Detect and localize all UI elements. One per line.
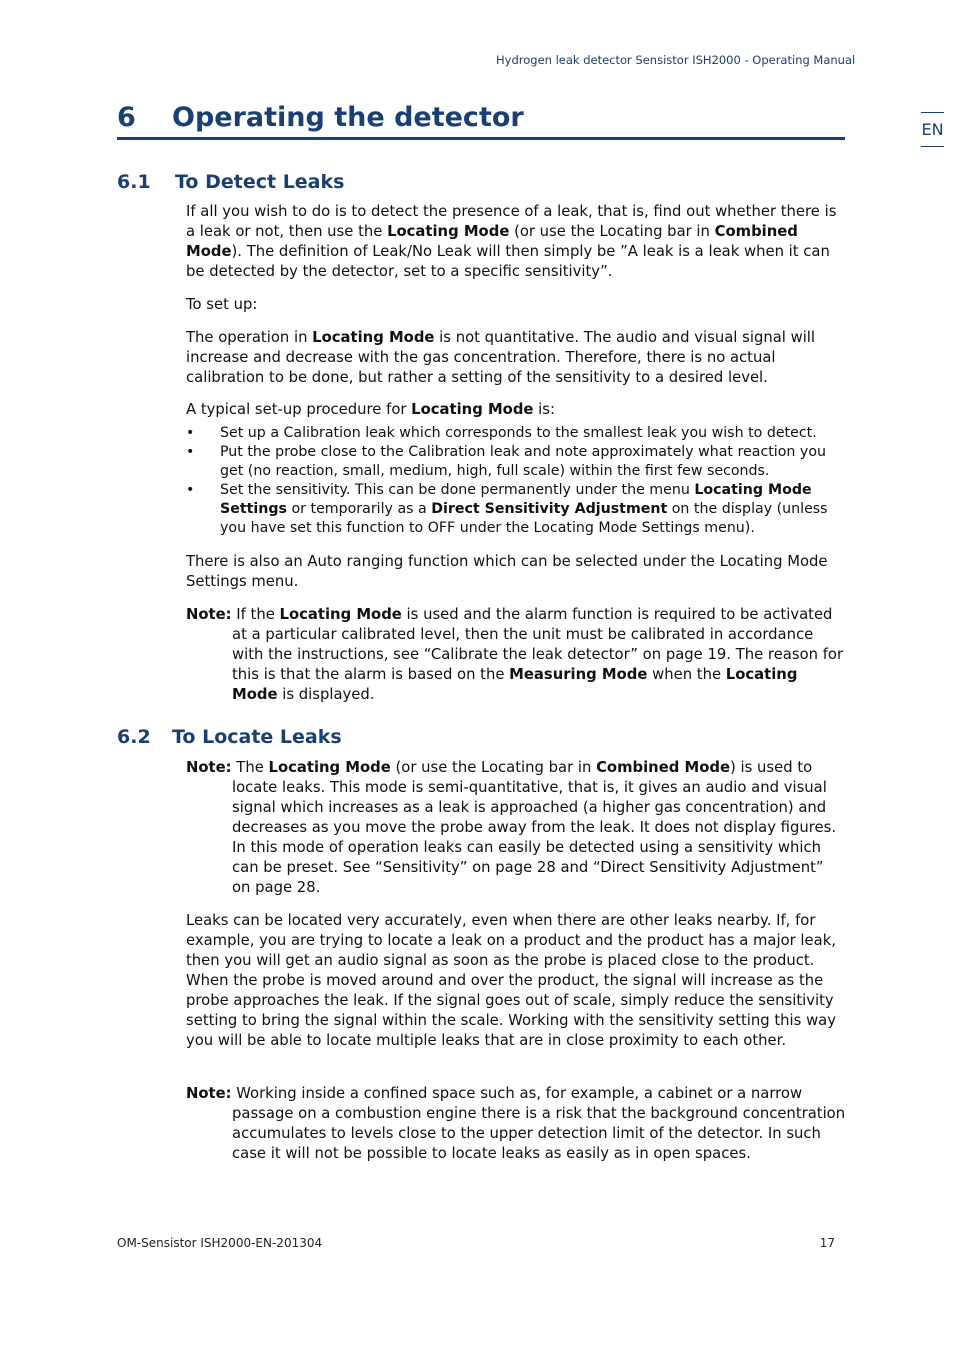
bullet-glyph: •: [186, 482, 195, 498]
list-item-text: Set up a Calibration leak which corresponds to the smallest leak you wish to detect.: [220, 425, 817, 441]
bullet-glyph: •: [186, 444, 195, 460]
paragraph-locate-accurately: Leaks can be located very accurately, even when there are other leaks nearby. If, for example, you are trying to locate a leak on a product and the product has a major leak, then you will get an audio signal as soon as the probe is placed close to the product. When the probe is moved around and over the product, the signal will increase as the probe approaches the leak. If the signal goes out of scale, simply reduce the sensitivity setting to bring the signal within the scale. Working with the sensitivity setting this way you will be able to locate multiple leaks that are in close proximity to each other.: [186, 912, 837, 1049]
section-title: To Detect Leaks: [175, 171, 345, 193]
section-number: 6.1: [117, 171, 151, 193]
chapter-number: 6: [117, 102, 136, 133]
text-run: Working inside a confined space such as, for example, a cabinet or a narrow passage on a combustion engine there is a risk that the background concentration accumulates to levels close to the upper detection limit of the detector. In such case it will not be possible to locate leaks as easily as in open spaces.: [231, 1085, 846, 1162]
text-run: ). The definition of Leak/No Leak will then simply be ”A leak is a leak when it can be detected by the detector, set to a specific sensitivity”.: [186, 243, 830, 280]
section-title: To Locate Leaks: [172, 726, 342, 748]
note-label: Note:: [186, 759, 232, 776]
list-item-text: Put the probe close to the Calibration leak and note approximately what reaction you get (no reaction, small, medium, high, full scale) within the first few seconds.: [220, 444, 827, 479]
list-item: [186, 443, 851, 481]
bold-term: Locating Mode: [387, 223, 510, 240]
text-run: A typical set-up procedure for: [186, 401, 412, 418]
setup-bullet-list: [186, 424, 851, 538]
note-label: Note:: [186, 1085, 232, 1102]
text-run: is:: [533, 401, 555, 418]
list-item: [186, 481, 851, 538]
text-run: If all you wish to do is to detect the presence of a leak, that is, find out whether there is a leak or not, then use the: [186, 203, 837, 240]
text-run: is used and the alarm function is required to be activated at a particular calibrated level, then the unit must be calibrated in accordance with the instructions, see “Calibrate the leak detector” on page 19. The reason for this is that the alarm is based on the: [232, 606, 844, 683]
note-label: Note:: [186, 606, 232, 623]
paragraph-locating-not-quantitative: [186, 328, 846, 388]
bold-term: Combined Mode: [596, 759, 731, 776]
footer-page-number: 17: [819, 1236, 835, 1250]
bold-term: Measuring Mode: [509, 666, 648, 683]
bold-term: Locating Mode: [411, 401, 534, 418]
text-run: The: [231, 759, 269, 776]
footer-document-id: OM-Sensistor ISH2000-EN-201304: [117, 1236, 323, 1250]
chapter-heading: [117, 100, 845, 140]
language-tab: EN: [921, 112, 944, 147]
bold-term: Locating Mode: [268, 759, 391, 776]
section-heading-6-1: [117, 170, 344, 194]
text-run: ) is used to locate leaks. This mode is semi-quantitative, that is, it gives an audio and visual signal which increases as a leak is approached (a higher gas concentration) and decreases as you move the probe away from the leak. It does not display figures. In this mode of operation leaks can easily be detected using a sensitivity which can be preset. See “Sensitivity” on page 28 and “Direct Sensitivity Adjustment” on page 28.: [232, 759, 837, 896]
text-run: or temporarily as a: [286, 501, 432, 517]
paragraph-auto-ranging: There is also an Auto ranging function which can be selected under the Locating Mode Settings menu.: [186, 553, 828, 590]
note-alarm-calibration: [186, 605, 846, 705]
text-run: on the display (unless you have set this function to OFF under the Locating Mode Settings menu).: [220, 501, 828, 536]
text-run: when the: [647, 666, 726, 683]
running-header: Hydrogen leak detector Sensistor ISH2000 - Operating Manual: [496, 53, 856, 67]
text-run: Set the sensitivity. This can be done permanently under the menu: [220, 482, 695, 498]
bullet-glyph: •: [186, 425, 195, 441]
bold-term: Locating Mode: [312, 329, 435, 346]
text-run: is displayed.: [277, 686, 375, 703]
note-confined-space: [186, 1084, 846, 1164]
text-run: If the: [231, 606, 280, 623]
text-run: (or use the Locating bar in: [390, 759, 597, 776]
bold-term: Locating Mode Settings: [220, 482, 812, 517]
paragraph-detect-intro: [186, 202, 846, 282]
bold-term: Combined Mode: [186, 223, 798, 260]
bold-term: Direct Sensitivity Adjustment: [431, 501, 668, 517]
note-locating-mode: [186, 758, 846, 898]
paragraph-setup-procedure: [186, 400, 846, 420]
text-run: is not quantitative. The audio and visual signal will increase and decrease with the gas concentration. Therefore, there is no actual calibration to be done, but rather a setting of the sensitivity to a desired level.: [186, 329, 816, 386]
chapter-title: Operating the detector: [172, 102, 524, 133]
section-heading-6-2: [117, 725, 342, 749]
bold-term: Locating Mode: [279, 606, 402, 623]
text-run: The operation in: [186, 329, 313, 346]
paragraph-to-set-up: To set up:: [186, 296, 258, 313]
list-item: [186, 424, 851, 443]
section-number: 6.2: [117, 726, 151, 748]
text-run: (or use the Locating bar in: [509, 223, 715, 240]
bold-term: Locating Mode: [232, 666, 798, 703]
